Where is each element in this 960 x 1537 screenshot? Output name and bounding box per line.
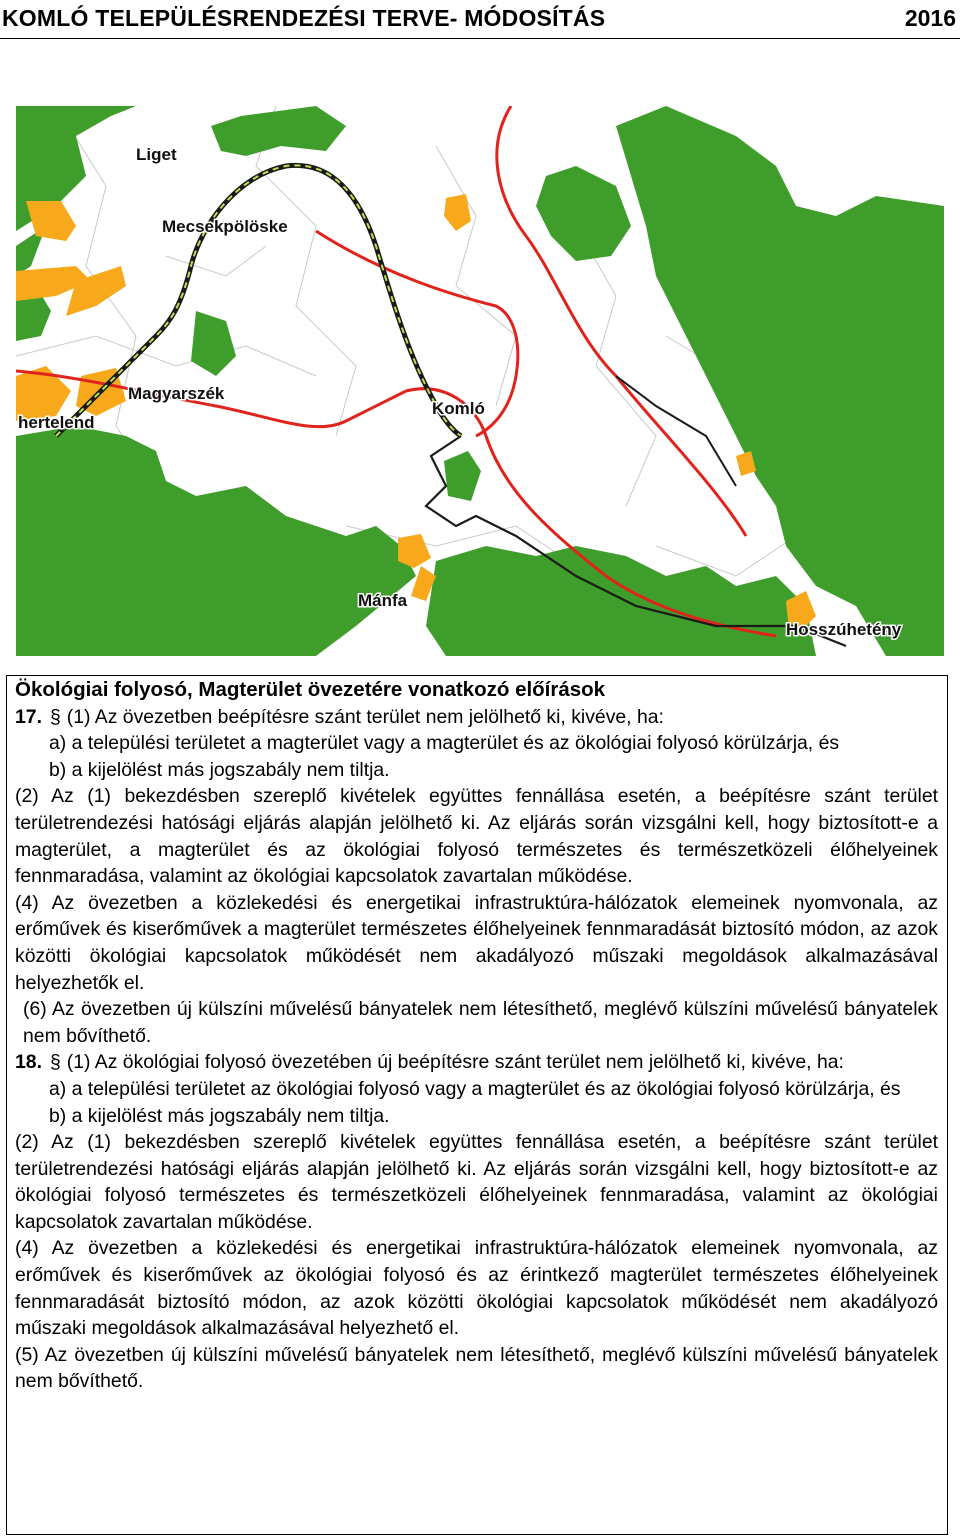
paragraph-17-6: (6) Az övezetben új külszíni művelésű bányatelek nem létesíthető, meglévő külszíni művelésű bányatelek nem bővíthető. (23, 998, 938, 1047)
map-label-komlo: Komló (432, 399, 485, 418)
document-year: 2016 (904, 5, 956, 31)
paragraph-18-2: (2) Az (1) bekezdésben szereplő kivételek együttes fennállása esetén, a beépítésre szánt terület területrendezési hatósági eljárás alapján jelölhető ki. Az eljárás során vizsgálni kell, hogy biztosított-e az ökológiai folyosó természetes és természetközeli élőhelyeinek fennmaradása, valamint az ökológiai kapcsolatok zavartalan működése. (15, 1131, 938, 1233)
section-number-17: 17. (15, 705, 42, 728)
ecological-map (16, 106, 944, 656)
map-label-magyarszek: Magyarszék (128, 384, 225, 403)
section-sign: § (49, 705, 61, 728)
paragraph-18-5: (5) Az övezetben új külszíni művelésű bányatelek nem létesíthető, meglévő külszíni művelésű bányatelek nem bővíthető. (15, 1343, 938, 1393)
paragraph-18-1b: b) a kijelölést más jogszabály nem tiltja. (49, 1104, 390, 1127)
map-canvas (16, 106, 944, 656)
paragraph-17-1b: b) a kijelölést más jogszabály nem tiltja. (49, 758, 390, 781)
section-number-18: 18. (15, 1051, 42, 1074)
paragraph-17-2: (2) Az (1) bekezdésben szereplő kivételek együttes fennállása esetén, a beépítésre szánt terület területrendezési hatósági eljárás alapján jelölhető ki. Az eljárás során vizsgálni kell, hogy biztosított-e a magterület, a magterület és az ökológiai folyosó természetes és természetközeli élőhelyeinek fennmaradása, valamint az ökológiai kapcsolatok zavartalan működése. (15, 785, 938, 888)
map-label-hertelend: hertelend (18, 413, 95, 432)
paragraph-17-1-text: (1) Az övezetben beépítésre szánt terület nem jelölhető ki, kivéve, ha: (66, 705, 664, 728)
paragraph-17-1 (15, 704, 938, 731)
paragraph-18-1 (15, 1049, 938, 1076)
document-title: KOMLÓ TELEPÜLÉSRENDEZÉSI TERVE- MÓDOSÍTÁS (2, 5, 606, 31)
map-label-manfa: Mánfa (358, 591, 408, 610)
page-header (0, 0, 960, 39)
paragraph-18-4: (4) Az övezetben a közlekedési és energetikai infrastruktúra-hálózatok elemeinek nyomvonala, az erőművek és kiserőművek az ökológiai folyosó és az érintkező magterület természetes élőhelyeinek fennmaradását biztosító módon, az azok közötti ökológiai kapcsolatok működését nem akadályozó műszaki megoldások alkalmazásával helyezhető el. (15, 1237, 938, 1340)
map-label-mecsekpoloske: Mecsekpölöske (162, 217, 288, 236)
map-label-liget: Liget (136, 145, 177, 164)
paragraph-17-1a: a) a települési területet a magterület vagy a magterület és az ökológiai folyosó körülzárja, és (49, 732, 840, 755)
map-label-hosszuheteny: Hosszúhetény (786, 620, 902, 639)
section-heading: Ökológiai folyosó, Magterület övezetére vonatkozó előírások (15, 678, 606, 701)
section-sign: § (49, 1051, 61, 1074)
paragraph-18-1a: a) a települési területet az ökológiai folyosó vagy a magterület és az ökológiai folyosó körülzárja, és (49, 1077, 901, 1100)
paragraph-18-1-text: (1) Az ökológiai folyosó övezetében új beépítésre szánt terület nem jelölhető ki, kivéve, ha: (66, 1051, 844, 1074)
regulation-text (15, 677, 938, 1395)
paragraph-17-4: (4) Az övezetben a közlekedési és energetikai infrastruktúra-hálózatok elemeinek nyomvonala, az erőművek és kiserőművek a magterület természetes élőhelyeinek fennmaradását biztosító módon, az azok közötti ökológiai kapcsolatok működését nem akadályozó műszaki megoldások alkalmazásával helyezhetők el. (15, 891, 938, 994)
